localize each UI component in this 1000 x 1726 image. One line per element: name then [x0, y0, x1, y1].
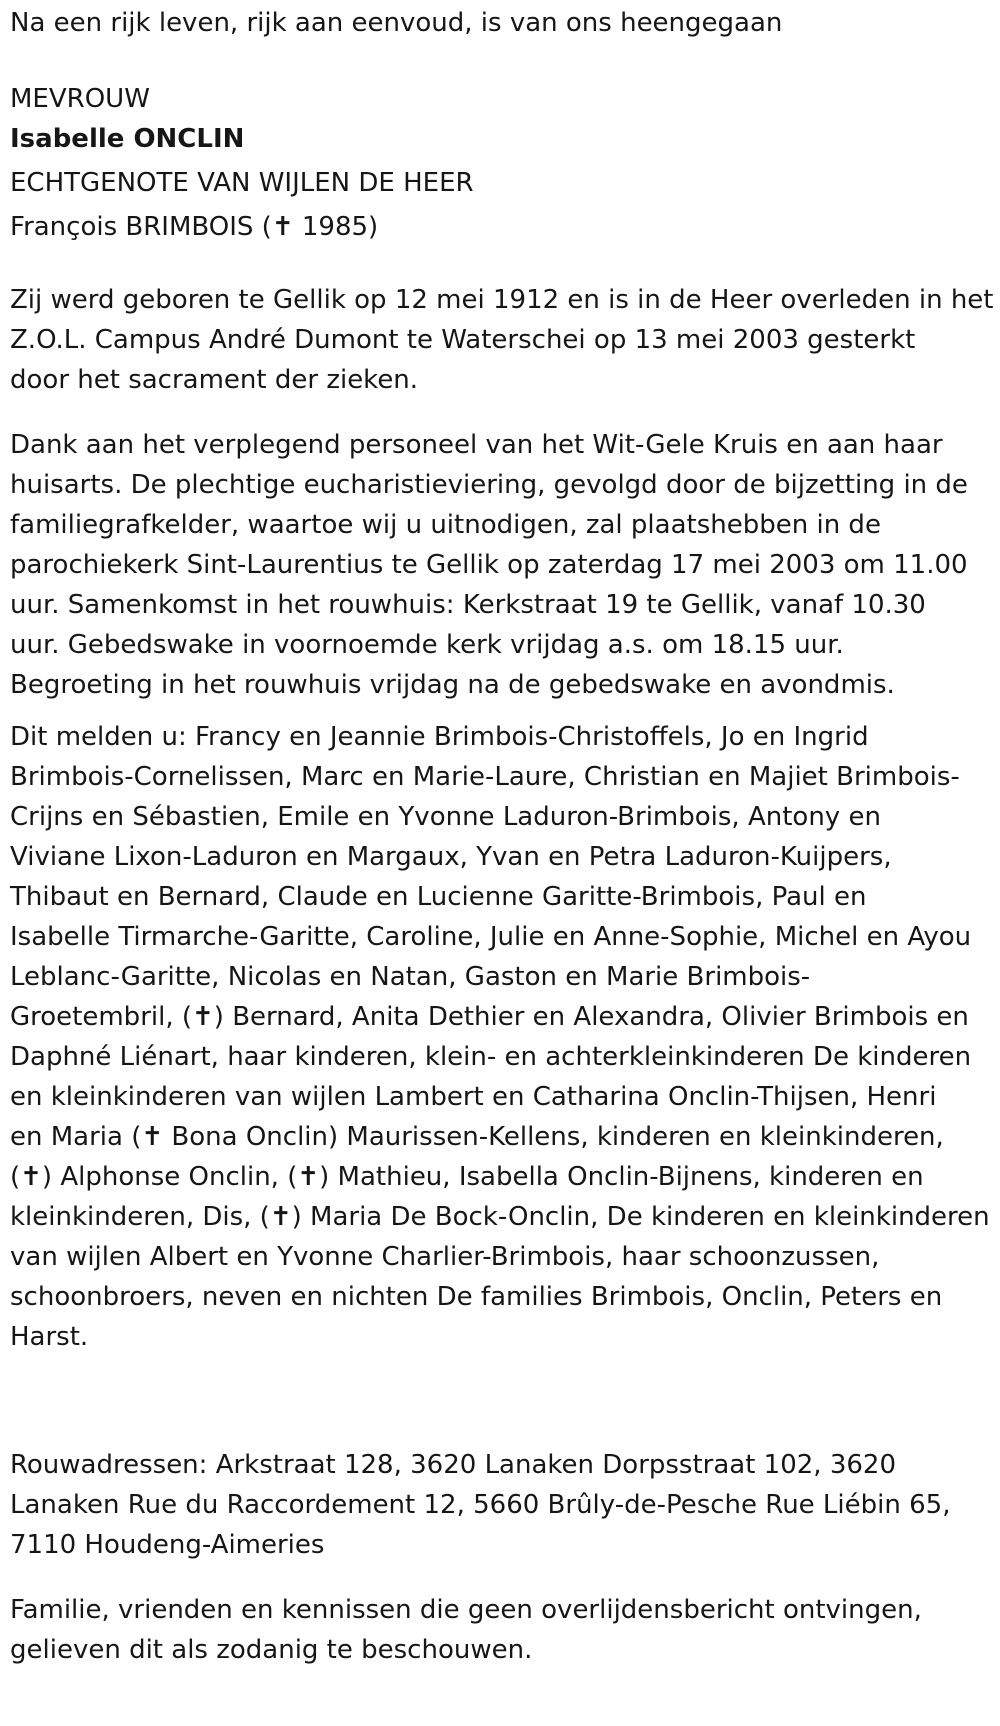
- announcer-line: schoonbroers, neven en nichten De families Brimbois, Onclin, Peters en: [10, 1282, 943, 1312]
- announcer-line: Crijns en Sébastien, Emile en Yvonne Laduron-Brimbois, Antony en: [10, 802, 881, 832]
- birth-line: Z.O.L. Campus André Dumont te Waterschei op 13 mei 2003 gesterkt: [10, 325, 916, 355]
- title-mevrouw: MEVROUW: [10, 84, 150, 114]
- announcer-line: Isabelle Tirmarche-Garitte, Caroline, Julie en Anne-Sophie, Michel en Ayou: [10, 922, 972, 952]
- closing-paragraph: [10, 1590, 922, 1670]
- closing-line: Familie, vrienden en kennissen die geen overlijdensbericht ontvingen,: [10, 1595, 922, 1625]
- thanks-line: Dank aan het verplegend personeel van het Wit-Gele Kruis en aan haar: [10, 430, 943, 460]
- announcer-line: Brimbois-Cornelissen, Marc en Marie-Laure, Christian en Majiet Brimbois-: [10, 762, 960, 792]
- announcer-line: Viviane Lixon-Laduron en Margaux, Yvan en Petra Laduron-Kuijpers,: [10, 842, 892, 872]
- announcer-line: en Maria (✝ Bona Onclin) Maurissen-Kellens, kinderen en kleinkinderen,: [10, 1122, 944, 1152]
- addresses-paragraph: [10, 1445, 950, 1565]
- announcer-line: (✝) Alphonse Onclin, (✝) Mathieu, Isabella Onclin-Bijnens, kinderen en: [10, 1162, 924, 1192]
- thanks-paragraph: [10, 425, 968, 705]
- announcer-line: Groetembril, (✝) Bernard, Anita Dethier en Alexandra, Olivier Brimbois en: [10, 1002, 969, 1032]
- thanks-line: uur. Gebedswake in voornoemde kerk vrijdag a.s. om 18.15 uur.: [10, 630, 844, 660]
- thanks-line: uur. Samenkomst in het rouwhuis: Kerkstraat 19 te Gellik, vanaf 10.30: [10, 590, 926, 620]
- deceased-name: Isabelle ONCLIN: [10, 124, 245, 154]
- announcer-line: Leblanc-Garitte, Nicolas en Natan, Gaston en Marie Brimbois-: [10, 962, 811, 992]
- thanks-line: parochiekerk Sint-Laurentius te Gellik op zaterdag 17 mei 2003 om 11.00: [10, 550, 968, 580]
- birth-line: Zij werd geboren te Gellik op 12 mei 1912 en is in de Heer overleden in het: [10, 285, 994, 315]
- birth-paragraph: [10, 280, 994, 400]
- announcer-line: Harst.: [10, 1322, 89, 1352]
- address-line: Lanaken Rue du Raccordement 12, 5660 Brûly-de-Pesche Rue Liébin 65,: [10, 1490, 951, 1520]
- thanks-line: familiegrafkelder, waartoe wij u uitnodigen, zal plaatshebben in de: [10, 510, 881, 540]
- spouse-name: François BRIMBOIS (✝ 1985): [10, 212, 379, 242]
- announcer-line: kleinkinderen, Dis, (✝) Maria De Bock-Onclin, De kinderen en kleinkinderen: [10, 1202, 990, 1232]
- announcer-line: en kleinkinderen van wijlen Lambert en Catharina Onclin-Thijsen, Henri: [10, 1082, 937, 1112]
- announcer-line: Daphné Liénart, haar kinderen, klein- en achterkleinkinderen De kinderen: [10, 1042, 972, 1072]
- thanks-line: Begroeting in het rouwhuis vrijdag na de gebedswake en avondmis.: [10, 670, 895, 700]
- spouse-line: ECHTGENOTE VAN WIJLEN DE HEER: [10, 168, 474, 198]
- address-line: Rouwadressen: Arkstraat 128, 3620 Lanaken Dorpsstraat 102, 3620: [10, 1450, 897, 1480]
- thanks-line: huisarts. De plechtige eucharistieviering, gevolgd door de bijzetting in de: [10, 470, 968, 500]
- address-line: 7110 Houdeng-Aimeries: [10, 1530, 325, 1560]
- announcer-line: Dit melden u: Francy en Jeannie Brimbois-Christoffels, Jo en Ingrid: [10, 722, 869, 752]
- announcers-paragraph: [10, 717, 990, 1357]
- intro-line: Na een rijk leven, rijk aan eenvoud, is van ons heengegaan: [10, 8, 783, 38]
- announcer-line: van wijlen Albert en Yvonne Charlier-Brimbois, haar schoonzussen,: [10, 1242, 880, 1272]
- closing-line: gelieven dit als zodanig te beschouwen.: [10, 1635, 533, 1665]
- announcer-line: Thibaut en Bernard, Claude en Lucienne Garitte-Brimbois, Paul en: [10, 882, 867, 912]
- birth-line: door het sacrament der zieken.: [10, 365, 419, 395]
